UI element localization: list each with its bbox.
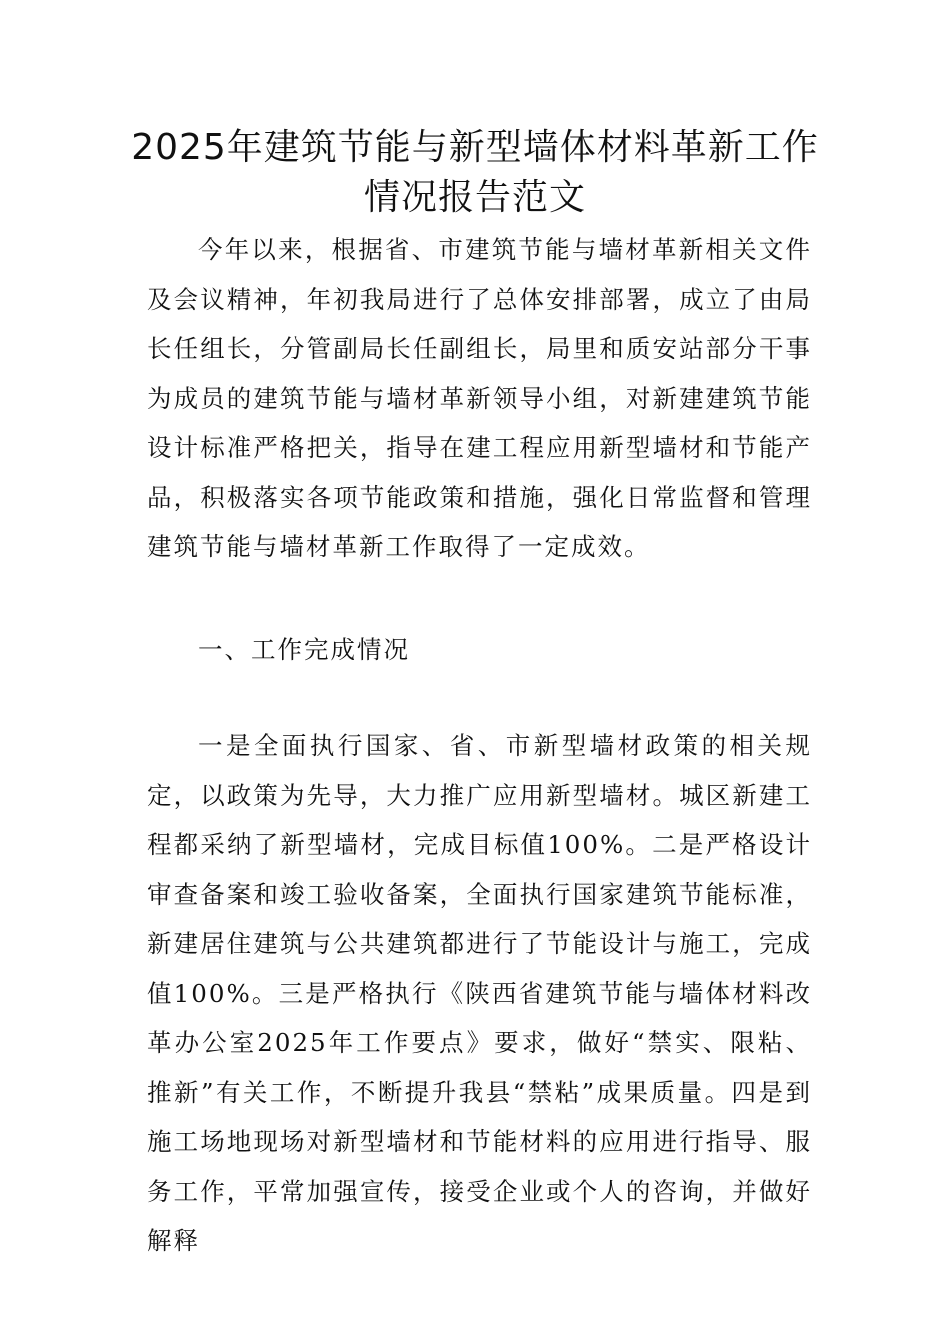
document-title-line-2: 情况报告范文 [363,177,586,218]
body-paragraph: 一是全面执行国家、省、市新型墙材政策的相关规定，以政策为先导，大力推广应用新型墙材。城区新建工程都采纳了新型墙材，完成目标值100%。二是严格设计审查备案和竣工验收备案，全面执行国家建筑节能标准，新建居住建筑与公共建筑都进行了节能设计与施工，完成值100%。三是严格执行《陕西省建筑节能与墙体材料改革办公室2025年工作要点》要求，做好“禁实、限粘、推新”有关工作，不断提升我县“禁粘”成果质量。四是到施工场地现场对新型墙材和节能材料的应用进行指导、服务工作，平常加强宣传，接受企业或个人的咨询，并做好解释 [147,731,812,1255]
document-title-line-1: 2025年建筑节能与新型墙体材料革新工作 [131,127,819,168]
intro-paragraph: 今年以来，根据省、市建筑节能与墙材革新相关文件及会议精神，年初我局进行了总体安排部署，成立了由局长任组长，分管副局长任副组长，局里和质安站部分干事为成员的建筑节能与墙材革新领导小组，对新建建筑节能设计标准严格把关，指导在建工程应用新型墙材和节能产品，积极落实各项节能政策和措施，强化日常监督和管理建筑节能与墙材革新工作取得了一定成效。 [147,235,812,561]
section-heading: 一、工作完成情况 [198,635,410,664]
